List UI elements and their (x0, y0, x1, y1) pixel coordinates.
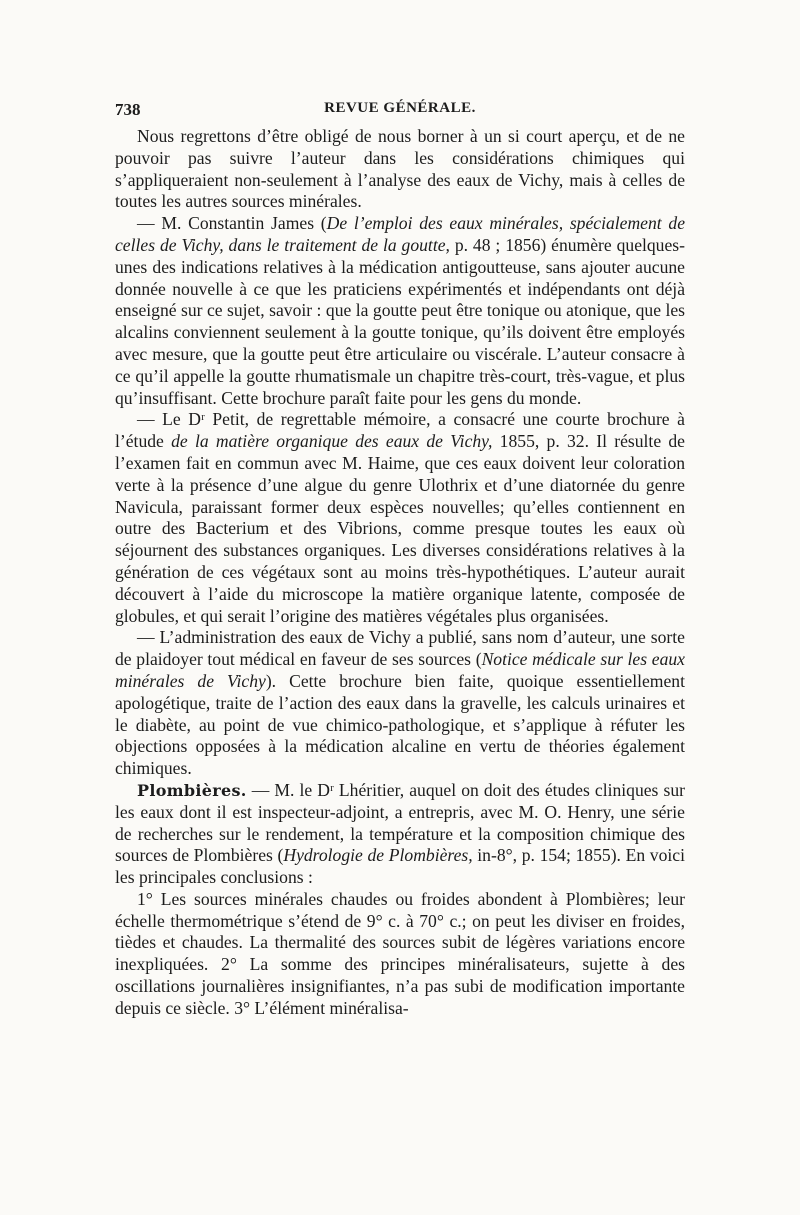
paragraph-petit-body: 1855, p. 32. Il résulte de l’examen fait en commun avec M. Haime, que ces eaux doivent leur coloration verte à la présence d’une algue du genre Ulothrix et d’une diatornée du genre Navicula, paraissant former deux espèces nouvelles; qu’elles contiennent en outre des Bacterium et des Vibrions, comme presque toutes les eaux où séjournent des substances organiques. Les diverses considérations relatives à la génération de ces végétaux sont au moins très-hypothétiques. L’auteur aurait découvert à l’aide du microscope la matière organique latente, composée de globules, et qui serait l’origine des matières végétales plus organisées. (115, 431, 685, 626)
book-title-notice: Notice médicale sur les eaux minérales de Vichy (115, 649, 685, 691)
paragraph-conclusions-list: 1° Les sources minérales chaudes ou froides abondent à Plombières; leur échelle thermométrique s’étend de 9° c. à 70° c.; on peut les diviser en froides, tièdes et chaudes. La thermalité des sources subit de légères variations encore inexpliquées. 2° La somme des principes minéralisateurs, sujette à des oscillations journalières insignifiantes, n’a pas subi de modification importante depuis ce siècle. 3° L’élément minéralisa- (115, 888, 685, 1018)
paragraph-administration-intro: — L’administration des eaux de Vichy a publié, sans nom d’auteur, une sorte de plaidoyer tout médical en faveur de ses sources ( (115, 627, 685, 670)
paragraph-plombieres-body: in-8°, p. 154; 1855). En voici les principales conclusions : (115, 845, 685, 888)
paragraph-james (115, 213, 685, 409)
book-title-petit: de la matière organique des eaux de Vichy, (171, 431, 493, 452)
paragraph-plombieres (115, 780, 685, 889)
paragraph-james-body: p. 48 ; 1856) énumère quelques-unes des indications relatives à la médication antigoutteuse, sans ajouter aucune donnée nouvelle à ce que les praticiens expérimentés et indépendants ont déjà enseigné sur ce sujet, savoir : que la goutte peut être tonique ou atonique, que les alcalins conviennent seulement à la goutte tonique, qu’ils doivent être employés avec mesure, que la goutte peut être articulaire ou viscérale. L’auteur consacre à ce qu’il appelle la goutte rhumatismale un chapitre très-court, très-vague, et plus qu’insuffisant. Cette brochure paraît faite pour les gens du monde. (115, 234, 685, 408)
journal-title: REVUE GÉNÉRALE. (324, 100, 476, 116)
page-number: 738 (115, 100, 141, 119)
paragraph-conclusion-vichy: Nous regrettons d’être obligé de nous borner à un si court aperçu, et de ne pouvoir pas suivre l’auteur dans les considérations chimiques qui s’appliqueraient non-seulement à l’analyse des eaux de Vichy, mais à celles de toutes les autres sources minérales. (115, 126, 685, 212)
page (115, 100, 685, 1020)
paragraph-administration (115, 627, 685, 780)
book-title-hydrologie: Hydrologie de Plombières, (283, 845, 473, 866)
body-text (115, 126, 685, 1020)
paragraph-administration-body: ). Cette brochure bien faite, quoique essentiellement apologétique, traite de l’action des eaux dans la gravelle, les calculs urinaires et le diabète, au point de vue chimico-pathologique, et s’applique à réfuter les objections opposées à la médication alcaline en vertu de théories également chimiques. (115, 670, 685, 779)
paragraph-plombieres-intro: — M. le Dʳ Lhéritier, auquel on doit des études cliniques sur les eaux dont il est inspecteur-adjoint, a entrepris, avec M. O. Henry, une série de recherches sur le rendement, la température et la composition chimique des sources de Plombières ( (115, 779, 685, 866)
running-head (115, 100, 685, 126)
section-heading-plombieres: Plombières. (137, 780, 247, 800)
paragraph-petit (115, 409, 685, 627)
paragraph-petit-intro: — Le Dʳ Petit, de regrettable mémoire, a consacré une courte brochure à l’étude (115, 409, 685, 452)
book-title-james: De l’emploi des eaux minérales, spécialement de celles de Vichy, dans le traitement de la goutte, (115, 213, 686, 255)
paragraph-james-intro: — M. Constantin James ( (137, 213, 327, 234)
